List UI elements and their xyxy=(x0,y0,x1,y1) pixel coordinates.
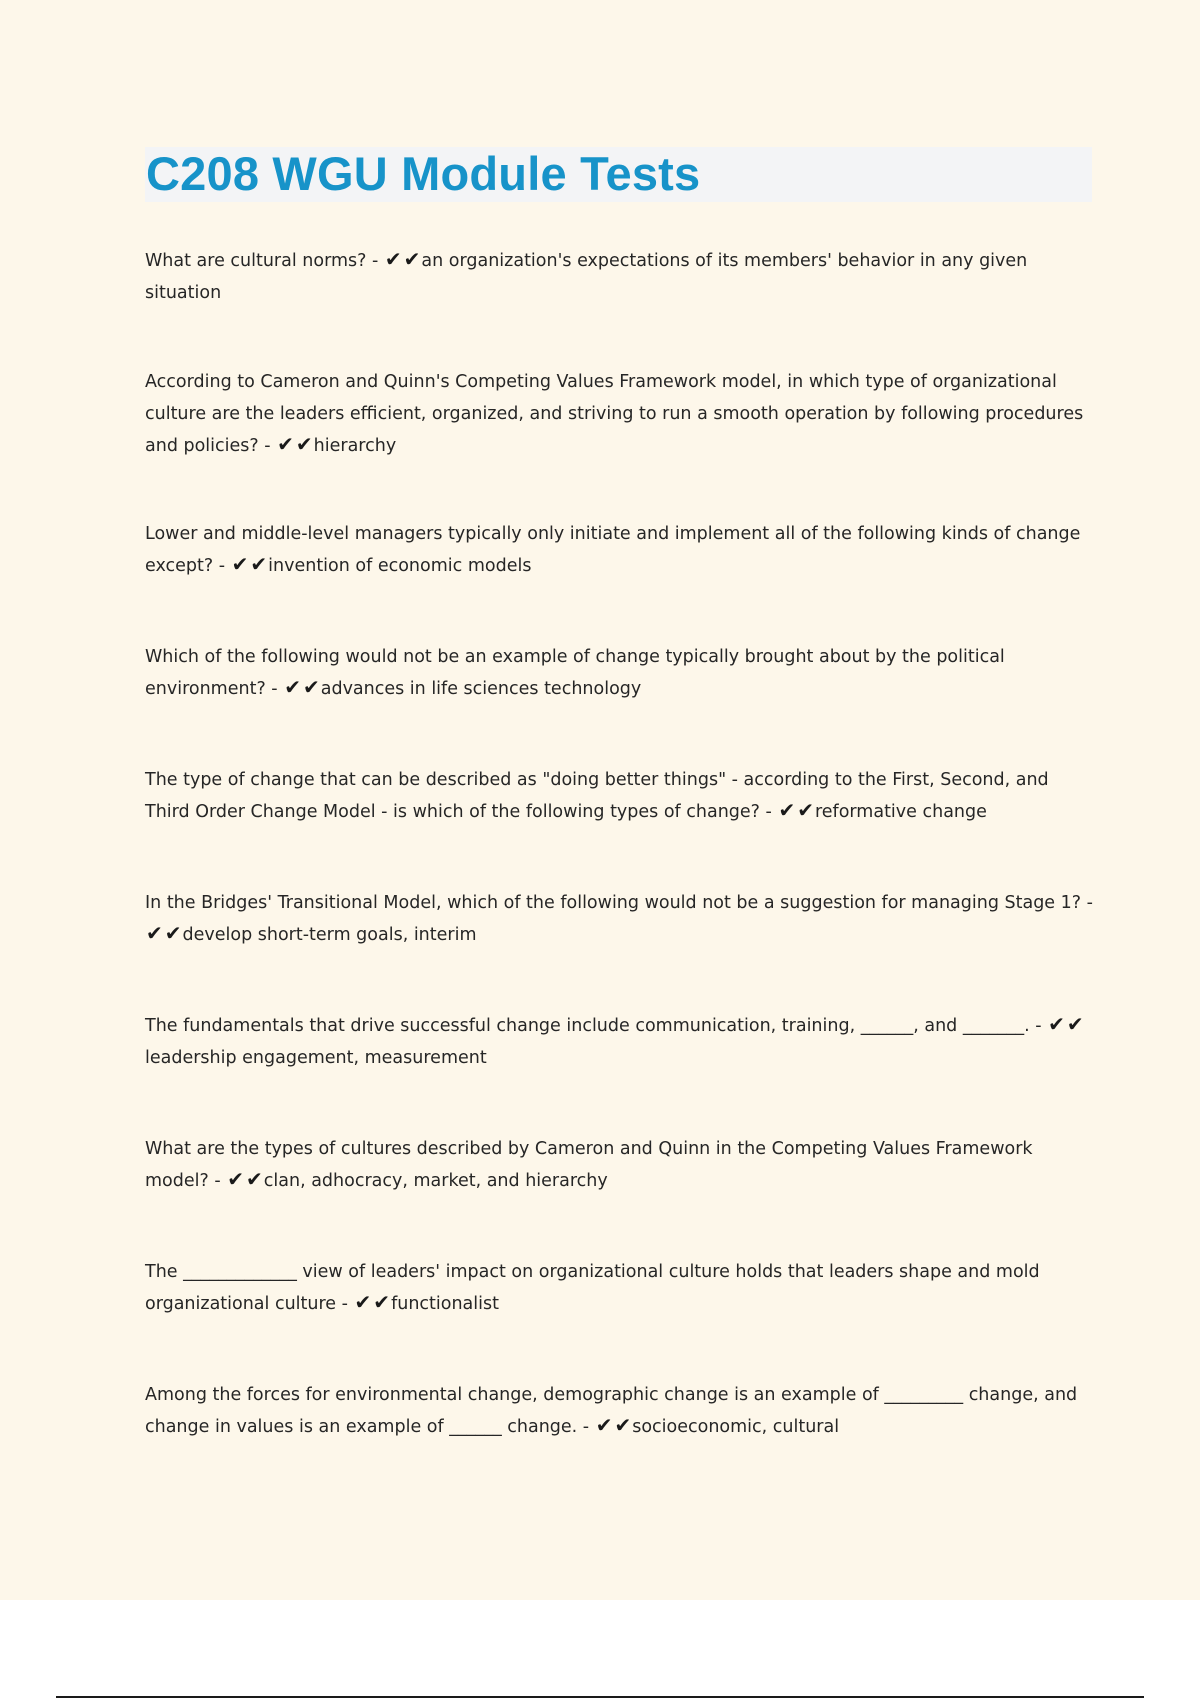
question-text: According to Cameron and Quinn's Competing Values Framework model, in which type of organizational culture are the leaders efficient, organized, and striving to run a smooth operation by following procedures and policies? - xyxy=(145,372,1084,456)
qa-item-9 xyxy=(145,1256,1095,1320)
checkmark-icon: ✔ xyxy=(295,432,313,456)
answer-text: develop short-term goals, interim xyxy=(182,925,477,945)
question-text: What are the types of cultures described by Cameron and Quinn in the Competing Values Framework model? - xyxy=(145,1139,1033,1191)
checkmark-icon: ✔ xyxy=(373,1290,391,1314)
checkmark-icon: ✔ xyxy=(277,432,294,456)
answer-text: clan, adhocracy, market, and hierarchy xyxy=(263,1171,608,1191)
qa-item-3 xyxy=(145,518,1095,582)
question-text: Which of the following would not be an example of change typically brought about by the political environment? - xyxy=(145,647,1005,699)
checkmark-icon: ✔ xyxy=(250,552,268,576)
answer-text: functionalist xyxy=(391,1294,499,1314)
answer-text: socioeconomic, cultural xyxy=(632,1417,840,1437)
qa-item-6 xyxy=(145,887,1095,951)
checkmark-icon: ✔ xyxy=(302,675,320,699)
qa-item-7 xyxy=(145,1010,1095,1074)
checkmark-icon: ✔ xyxy=(614,1413,632,1437)
checkmark-icon: ✔ xyxy=(595,1413,613,1437)
qa-item-2 xyxy=(145,366,1095,462)
checkmark-icon: ✔ xyxy=(1048,1012,1065,1036)
checkmark-icon: ✔ xyxy=(354,1290,372,1314)
checkmark-icon: ✔ xyxy=(246,1167,263,1191)
document-title: C208 WGU Module Tests xyxy=(146,147,701,200)
answer-text: an organization's expectations of its members' behavior in any given situation xyxy=(145,251,1028,303)
question-text: The fundamentals that drive successful change include communication, training, ______, and _______. - xyxy=(145,1016,1042,1036)
question-text: The _____________ view of leaders' impact on organizational culture holds that leaders shape and mold organizational culture - xyxy=(145,1262,1040,1314)
question-text: What are cultural norms? - xyxy=(145,251,379,271)
checkmark-icon: ✔ xyxy=(778,798,796,822)
question-text: In the Bridges' Transitional Model, which of the following would not be a suggestion for managing Stage 1? - xyxy=(145,893,1093,913)
qa-item-8 xyxy=(145,1133,1095,1197)
checkmark-icon: ✔ xyxy=(284,675,301,699)
qa-item-10 xyxy=(145,1379,1095,1443)
checkmark-icon: ✔ xyxy=(403,247,421,271)
checkmark-icon: ✔ xyxy=(797,798,814,822)
question-text: Lower and middle-level managers typically only initiate and implement all of the following kinds of change except? - xyxy=(145,524,1081,576)
checkmark-icon: ✔ xyxy=(227,1167,245,1191)
answer-text: invention of economic models xyxy=(268,556,532,576)
checkmark-icon: ✔ xyxy=(164,921,182,945)
question-text: The type of change that can be described as "doing better things" - according to the First, Second, and Third Order Change Model - is which of the following types of change? - xyxy=(145,770,1049,822)
answer-text: advances in life sciences technology xyxy=(320,679,642,699)
checkmark-icon: ✔ xyxy=(231,552,249,576)
footer-divider xyxy=(56,1696,1144,1698)
checkmark-icon: ✔ xyxy=(384,247,402,271)
answer-text: reformative change xyxy=(814,802,987,822)
answer-text: leadership engagement, measurement xyxy=(145,1048,487,1068)
qa-item-5 xyxy=(145,764,1095,828)
answer-text: hierarchy xyxy=(313,436,397,456)
qa-item-1 xyxy=(145,245,1095,309)
checkmark-icon: ✔ xyxy=(1066,1012,1084,1036)
checkmark-icon: ✔ xyxy=(146,921,163,945)
question-text: Among the forces for environmental change, demographic change is an example of _________ change, and change in values is an example of ______ change. - xyxy=(145,1385,1078,1437)
qa-item-4 xyxy=(145,641,1095,705)
